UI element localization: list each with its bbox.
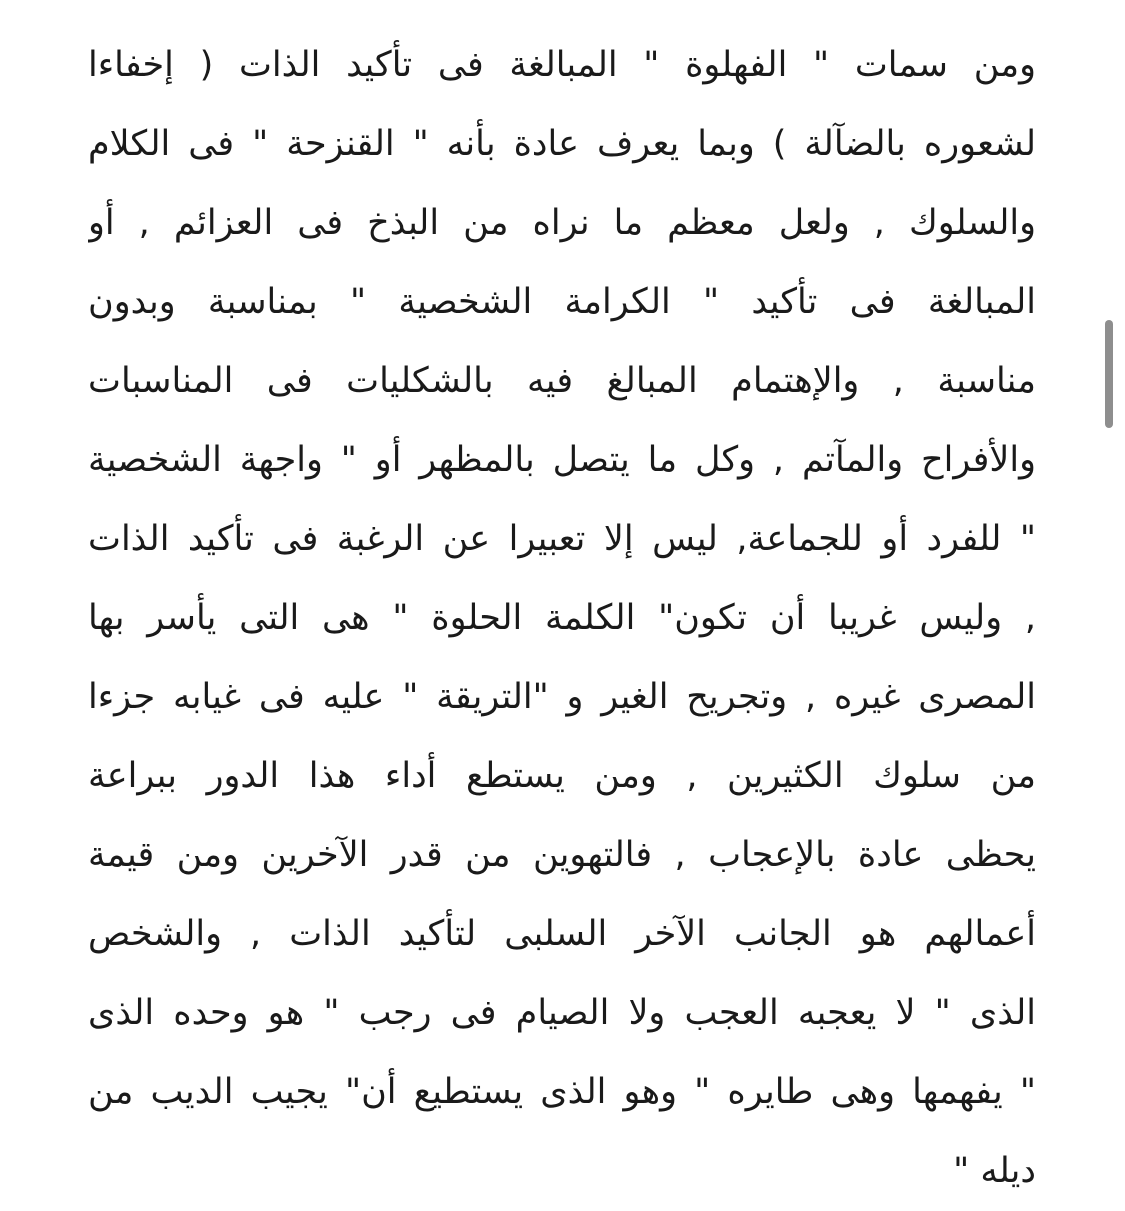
text-line: أعمالهم هو الجانب الآخر السلبى لتأكيد الذات , والشخص (88, 914, 1036, 954)
vertical-scrollbar-thumb[interactable] (1105, 320, 1113, 428)
text-line: لشعوره بالضآلة ) وبما يعرف عادة بأنه " القنزحة " فى الكلام (88, 124, 1036, 164)
text-line: الذى " لا يعجبه العجب ولا الصيام فى رجب " هو وحده الذى (88, 993, 1036, 1033)
text-line: المبالغة فى تأكيد " الكرامة الشخصية " بمناسبة وبدون (88, 282, 1036, 322)
arabic-paragraph (88, 26, 1036, 1211)
text-line: ديله " (953, 1151, 1036, 1191)
text-line: من سلوك الكثيرين , ومن يستطع أداء هذا الدور ببراعة (88, 756, 1036, 796)
text-line: ومن سمات " الفهلوة " المبالغة فى تأكيد الذات ( إخفاءا (88, 45, 1036, 85)
text-line: والسلوك , ولعل معظم ما نراه من البذخ فى العزائم , أو (88, 203, 1036, 243)
text-line: , وليس غريبا أن تكون" الكلمة الحلوة " هى التى يأسر بها (88, 598, 1036, 638)
text-line: يحظى عادة بالإعجاب , فالتهوين من قدر الآخرين ومن قيمة (88, 835, 1036, 875)
text-line: " للفرد أو للجماعة, ليس إلا تعبيرا عن الرغبة فى تأكيد الذات (88, 519, 1036, 559)
text-line: المصرى غيره , وتجريح الغير و "التريقة " عليه فى غيابه جزءا (88, 677, 1036, 717)
text-line: " يفهمها وهى طايره " وهو الذى يستطيع أن" يجيب الديب من (88, 1072, 1036, 1112)
text-line: والأفراح والمآتم , وكل ما يتصل بالمظهر أو " واجهة الشخصية (88, 440, 1036, 480)
text-line: مناسبة , والإهتمام المبالغ فيه بالشكليات فى المناسبات (88, 361, 1036, 401)
